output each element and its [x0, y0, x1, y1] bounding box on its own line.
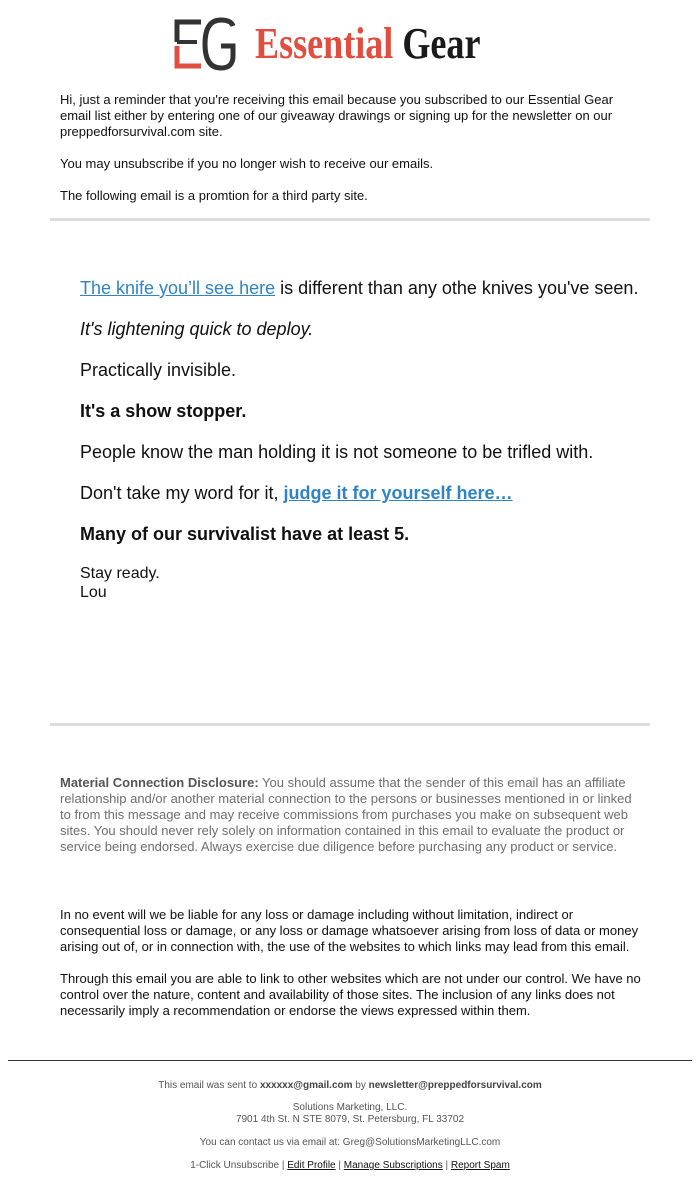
manage-subscriptions-link[interactable]: Manage Subscriptions — [343, 1160, 443, 1171]
body-line-6 — [80, 482, 640, 504]
brand-name — [255, 20, 481, 68]
body-line-1-rest: is different than any othe knives you've seen. — [275, 278, 639, 298]
eg-monogram-icon — [171, 16, 239, 72]
body-line-1 — [80, 277, 640, 299]
recipient-email: xxxxxx@gmail.com — [259, 1080, 353, 1091]
body-line-6-pre: Don't take my word for it, — [80, 483, 284, 503]
material-disclosure — [60, 775, 645, 855]
disclosure-text: You should assume that the sender of this email has an affiliate relationship and/or another material connection to the persons or businesses mentioned in or linked to from this message and may receive commissions from purchases you make on subsequent web sites. You should never rely solely on information contained in this email to evaluate the product or service being endorsed. Always exercise due diligence before purchasing any product or service. — [60, 775, 632, 854]
edit-profile-link[interactable]: Edit Profile — [287, 1160, 336, 1171]
body-line-2 — [80, 318, 640, 340]
body-line-3: Practically invisible. — [80, 360, 237, 380]
intro-unsubscribe-note: You may unsubscribe if you no longer wish to receive our emails. — [60, 156, 434, 171]
body-line-5: People know the man holding it is not someone to be trifled with. — [80, 442, 594, 462]
brand-header — [0, 16, 700, 72]
main-message — [80, 277, 640, 602]
disclosure-title: Material Connection Disclosure: — [60, 775, 259, 790]
footer-rule — [8, 1060, 692, 1061]
company-name: Solutions Marketing, LLC. — [292, 1102, 408, 1113]
body-line-7-text: Many of our survivalist have at least 5. — [80, 524, 410, 544]
separator: | — [279, 1160, 288, 1171]
legal-section — [60, 907, 645, 1035]
one-click-unsubscribe[interactable]: 1-Click Unsubscribe — [190, 1160, 280, 1171]
external-links-paragraph: Through this email you are able to link to other websites which are not under our control. We have no control over the nature, content and availability of those sites. The inclusion of any links does not necessarily imply a recommendation or endorse the views expressed within them. — [60, 971, 641, 1018]
footer-links — [0, 1160, 700, 1172]
liability-paragraph: In no event will we be liable for any loss or damage including without limitation, indirect or consequential loss or damage, or any loss or damage whatsoever arising from loss of data or money arising out of, or in connection with, the use of the websites to which links may lead from this email. — [60, 907, 639, 954]
signature-line-1: Stay ready. — [80, 565, 160, 582]
report-spam-link[interactable]: Report Spam — [450, 1160, 510, 1171]
separator: | — [335, 1160, 344, 1171]
sent-to-line — [0, 1080, 700, 1092]
body-line-7 — [80, 523, 640, 545]
sender-email: newsletter@preppedforsurvival.com — [368, 1080, 542, 1091]
intro-promotion-note: The following email is a promtion for a third party site. — [60, 188, 368, 203]
divider-top — [50, 218, 650, 221]
judge-link[interactable]: judge it for yourself here… — [283, 483, 513, 503]
brand-name-part2: Gear — [401, 19, 480, 68]
body-line-4 — [80, 400, 640, 422]
divider-bottom — [50, 723, 650, 726]
sent-pre: This email was sent to — [158, 1080, 260, 1091]
signature-name: Lou — [80, 584, 107, 601]
body-line-4-text: It's a show stopper. — [80, 401, 247, 421]
body-line-2-text: It's lightening quick to deploy. — [80, 319, 314, 339]
email-footer — [0, 1080, 700, 1172]
company-address: 7901 4th St. N STE 8079, St. Petersburg, FL 33702 — [235, 1114, 465, 1125]
brand-logo[interactable] — [171, 16, 530, 72]
sent-by: by — [352, 1080, 369, 1091]
intro-section — [60, 92, 640, 220]
intro-reminder: Hi, just a reminder that you're receiving this email because you subscribed to our Essential Gear email list either by entering one of our giveaway drawings or signing up for the newsletter on our preppedforsurvival.com site. — [60, 92, 614, 139]
separator: | — [442, 1160, 451, 1171]
brand-name-part1: Essential — [254, 19, 393, 68]
knife-link[interactable]: The knife you’ll see here — [80, 278, 276, 298]
signature — [80, 564, 640, 602]
contact-line: You can contact us via email at: Greg@SolutionsMarketingLLC.com — [199, 1137, 501, 1148]
